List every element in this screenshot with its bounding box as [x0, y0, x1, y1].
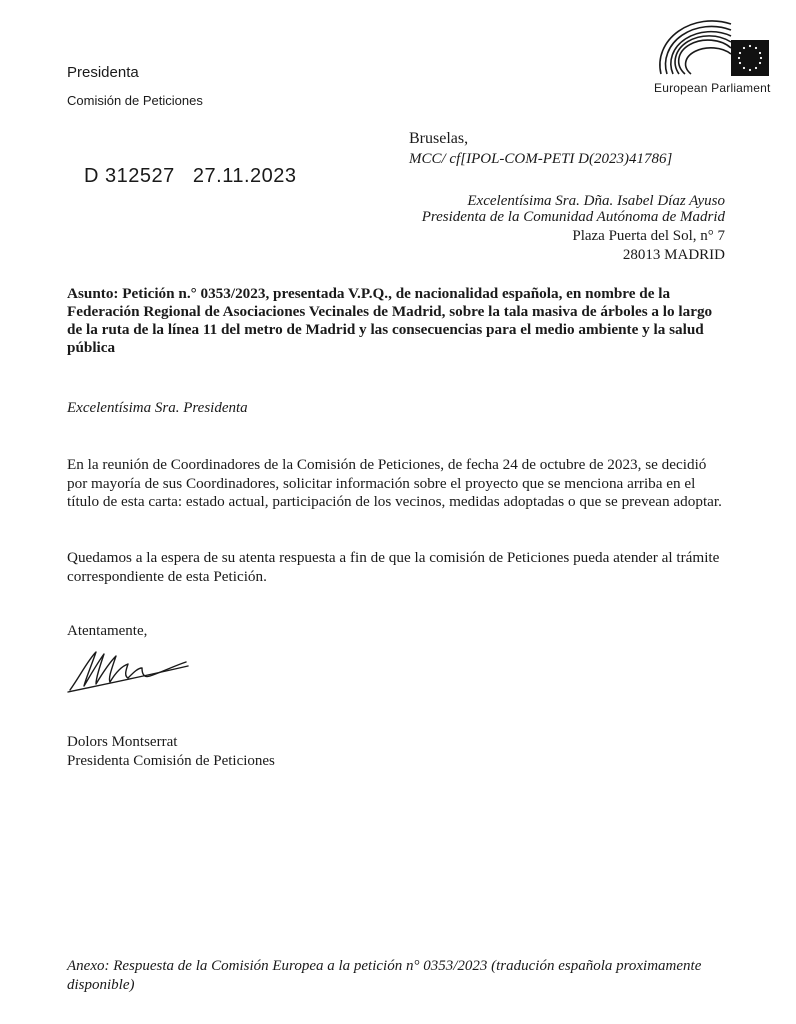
- closing: Atentamente,: [67, 623, 148, 639]
- salutation: Excelentísima Sra. Presidenta: [67, 400, 248, 416]
- reference-number: MCC/ cf[IPOL-COM-PETI D(2023)41786]: [409, 151, 673, 167]
- annex-note: Anexo: Respuesta de la Comisión Europea a la petición n° 0353/2023 (tradución española proximamente disponible): [67, 958, 702, 993]
- place: Bruselas,: [409, 130, 469, 147]
- recipient-name: Excelentísima Sra. Dña. Isabel Díaz Ayuso: [467, 193, 725, 209]
- handwritten-signature: [66, 646, 196, 694]
- european-parliament-logo: [653, 14, 773, 84]
- body-paragraph: Quedamos a la espera de su atenta respuesta a fin de que la comisión de Peticiones pueda atender al trámite correspondiente de esta Petición.: [67, 549, 720, 585]
- header-org-title: Presidenta: [67, 64, 139, 81]
- signer-title: Presidenta Comisión de Peticiones: [67, 753, 275, 769]
- signer-name: Dolors Montserrat: [67, 734, 178, 750]
- european-parliament-label: European Parliament: [654, 81, 771, 95]
- recipient-street: Plaza Puerta del Sol, n° 7: [572, 228, 725, 244]
- header-org-unit: Comisión de Peticiones: [67, 93, 203, 108]
- stamp-date: 27.11.2023: [192, 165, 297, 187]
- stamp-number: D 312527: [84, 165, 175, 187]
- recipient-title: Presidenta de la Comunidad Autónoma de Madrid: [421, 209, 725, 225]
- body-paragraph: En la reunión de Coordinadores de la Comisión de Peticiones, de fecha 24 de octubre de 2023, se decidió por mayoría de sus Coordinadores, solicitar información sobre el proyecto que se menciona arriba en el título de esta carta: estado actual, participación de los vecinos, medidas adoptadas o que se prevean adoptar.: [67, 456, 722, 510]
- recipient-city: 28013 MADRID: [622, 247, 725, 263]
- subject: Asunto: Petición n.° 0353/2023, presentada V.P.Q., de nacionalidad española, en nombre de la Federación Regional de Asociaciones Vecinales de Madrid, sobre la tala masiva de árboles a lo largo de la ruta de la línea 11 del metro de Madrid y las consecuencias para el medio ambiente y la salud pública: [67, 285, 713, 356]
- document-stamp: [84, 165, 297, 188]
